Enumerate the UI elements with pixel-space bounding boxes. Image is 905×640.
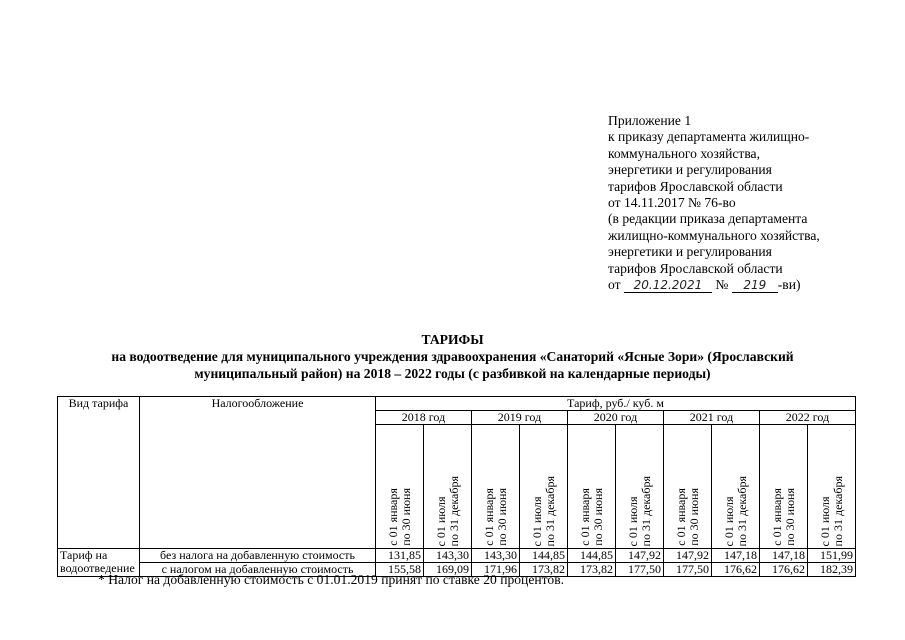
- appendix-line: к приказу департамента жилищно-: [608, 129, 810, 145]
- tariff-value-cell: 151,99: [808, 549, 856, 563]
- period-header: [424, 425, 472, 549]
- period-header: [376, 425, 424, 549]
- tariff-value-cell: 169,09: [424, 563, 472, 577]
- period-header: [664, 425, 712, 549]
- period-header: [520, 425, 568, 549]
- title-line: муниципальный район) на 2018 – 2022 годы (с разбивкой на календарные периоды): [194, 366, 711, 381]
- document-title: [30, 331, 875, 382]
- appendix-line: тарифов Ярославской области: [608, 260, 783, 276]
- tariff-value-cell: 155,58: [376, 563, 424, 577]
- period-header: [472, 425, 520, 549]
- period-label: с 01 июля по 31 декабря: [433, 475, 461, 546]
- appendix-line: энергетики и регулирования: [608, 244, 772, 260]
- tariff-value-cell: 147,92: [664, 549, 712, 563]
- period-label: с 01 января по 30 июня: [769, 488, 797, 546]
- tariff-value-cell: 177,50: [664, 563, 712, 577]
- period-header: [616, 425, 664, 549]
- year-header: 2018 год: [376, 411, 472, 425]
- tariff-value-cell: 173,82: [568, 563, 616, 577]
- handwritten-date-field: [624, 278, 712, 293]
- period-label: с 01 июля по 31 декабря: [817, 475, 845, 546]
- handwritten-number: 219: [743, 278, 767, 293]
- year-header: 2022 год: [760, 411, 856, 425]
- tariff-value-cell: 144,85: [520, 549, 568, 563]
- taxation-cell: с налогом на добавленную стоимость: [140, 563, 376, 577]
- period-label: с 01 января по 30 июня: [481, 488, 509, 546]
- period-header: [808, 425, 856, 549]
- title-line: на водоотведение для муниципального учреждения здравоохранения «Санаторий «Ясные Зори» (Ярославский: [111, 349, 794, 364]
- appendix-signature-line: [608, 277, 898, 293]
- appendix-line: тарифов Ярославской области: [608, 178, 783, 194]
- appendix-line: (в редакции приказа департамента: [608, 211, 808, 227]
- tariff-value-cell: 182,39: [808, 563, 856, 577]
- period-label: с 01 июля по 31 декабря: [721, 475, 749, 546]
- tariff-value-cell: 147,18: [760, 549, 808, 563]
- tariff-value-cell: 176,62: [712, 563, 760, 577]
- period-header: [712, 425, 760, 549]
- appendix-date-prefix: от: [608, 277, 621, 293]
- tariff-type-line: Тариф на: [60, 548, 108, 562]
- title-heading: ТАРИФЫ: [421, 332, 484, 347]
- appendix-line: энергетики и регулирования: [608, 162, 772, 178]
- appendix-header: [608, 113, 898, 293]
- period-label: с 01 января по 30 июня: [577, 488, 605, 546]
- number-label: №: [715, 277, 729, 293]
- period-label: с 01 июля по 31 декабря: [529, 475, 557, 546]
- year-header: 2019 год: [472, 411, 568, 425]
- tariff-value-cell: 147,18: [712, 549, 760, 563]
- appendix-line: Приложение 1: [608, 113, 692, 128]
- tariff-type-line: водоотведение: [60, 561, 135, 575]
- table-row: [58, 549, 856, 563]
- tariff-value-cell: 177,50: [616, 563, 664, 577]
- tariff-value-cell: 131,85: [376, 549, 424, 563]
- appendix-number-suffix: -ви): [777, 277, 801, 293]
- period-label: с 01 июля по 31 декабря: [625, 475, 653, 546]
- year-header: 2020 год: [568, 411, 664, 425]
- year-header: 2021 год: [664, 411, 760, 425]
- tariff-value-cell: 171,96: [472, 563, 520, 577]
- tariff-value-cell: 147,92: [616, 549, 664, 563]
- header-tariff-unit: Тариф, руб./ куб. м: [376, 397, 856, 411]
- appendix-line: от 14.11.2017 № 76-во: [608, 195, 736, 211]
- handwritten-date: 20.12.2021: [633, 278, 703, 293]
- tariff-value-cell: 176,62: [760, 563, 808, 577]
- period-label: с 01 января по 30 июня: [385, 488, 413, 546]
- tariff-value-cell: 144,85: [568, 549, 616, 563]
- table-header-row: [58, 397, 856, 411]
- taxation-cell: без налога на добавленную стоимость: [140, 549, 376, 563]
- tariff-table: [57, 396, 856, 577]
- footnote: * Налог на добавленную стоимость с 01.01.2019 принят по ставке 20 процентов.: [98, 572, 565, 587]
- tariff-value-cell: 173,82: [520, 563, 568, 577]
- tariff-value-cell: 143,30: [472, 549, 520, 563]
- header-taxation: Налогообложение: [140, 397, 376, 549]
- header-tariff-type: Вид тарифа: [58, 397, 140, 549]
- period-header: [760, 425, 808, 549]
- appendix-line: жилищно-коммунального хозяйства,: [608, 227, 820, 243]
- tariff-value-cell: 143,30: [424, 549, 472, 563]
- period-label: с 01 января по 30 июня: [673, 488, 701, 546]
- handwritten-number-field: [732, 278, 778, 293]
- period-header: [568, 425, 616, 549]
- appendix-line: коммунального хозяйства,: [608, 145, 760, 161]
